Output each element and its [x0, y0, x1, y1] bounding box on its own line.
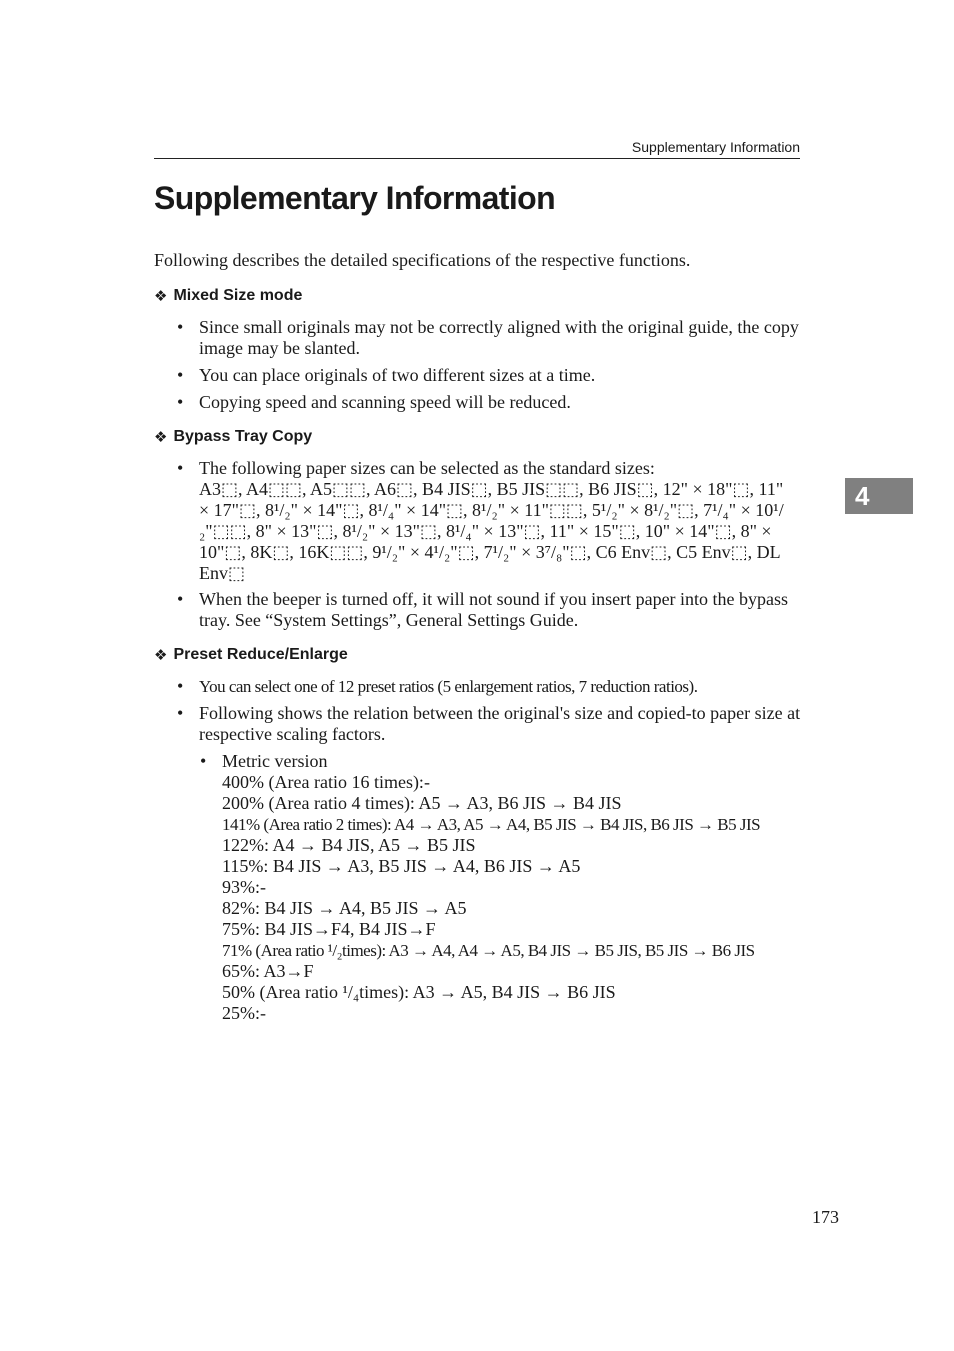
ratio-line: 141% (Area ratio 2 times): A4 → A3, A5 → A4, B5 JIS → B4 JIS, B6 JIS → B5 JIS [222, 815, 761, 834]
section-heading-bypass-tray [154, 428, 312, 446]
ratio-line: 65%: A3→F [222, 961, 314, 981]
ratio-line: 122%: A4 → B4 JIS, A5 → B5 JIS [222, 835, 476, 855]
bullet-dot: • [177, 365, 184, 385]
list-item: Following shows the relation between the original's size and copied-to paper size at respective scaling factors. [199, 703, 801, 744]
ratio-line: 25%:- [222, 1003, 266, 1023]
list-item: Since small originals may not be correctly aligned with the original guide, the copy image may be slanted. [199, 317, 799, 358]
paper-sizes-intro: The following paper sizes can be selected as the standard sizes: [199, 458, 655, 478]
section-heading-mixed-size [154, 287, 302, 305]
ratio-line: 82%: B4 JIS → A4, B5 JIS → A5 [222, 898, 467, 918]
diamond-bullet-icon: ❖ [154, 288, 168, 305]
section-heading-preset-reduce [154, 646, 348, 664]
chapter-tab: 4 [845, 478, 913, 514]
bullet-dot: • [177, 703, 184, 723]
bullet-dot: • [200, 751, 207, 771]
list-item: Copying speed and scanning speed will be reduced. [199, 392, 571, 412]
bullet-dot: • [177, 317, 184, 337]
page-title: Supplementary Information [154, 180, 556, 216]
page-number: 173 [812, 1207, 839, 1227]
ratio-line: 400% (Area ratio 16 times):- [222, 772, 430, 792]
list-item: When the beeper is turned off, it will not sound if you insert paper into the bypass tray. See “System Settings”, General Settings Guide. [199, 589, 789, 630]
ratio-line: 71% (Area ratio ¹/₂times): A3 → A4, A4 → A5, B4 JIS → B5 JIS, B5 JIS → B6 JIS [222, 941, 755, 960]
diamond-bullet-icon: ❖ [154, 429, 168, 446]
list-item: You can place originals of two different sizes at a time. [199, 365, 596, 385]
ratio-line: 200% (Area ratio 4 times): A5 → A3, B6 JIS → B4 JIS [222, 793, 622, 813]
section-heading-label: Mixed Size mode [173, 287, 303, 304]
list-item: You can select one of 12 preset ratios (5 enlargement ratios, 7 reduction ratios). [199, 677, 698, 696]
list-item [199, 458, 801, 584]
header-rule [154, 158, 800, 159]
paper-sizes-list: A3⬚, A4⬚⬚, A5⬚⬚, A6⬚, B4 JIS⬚, B5 JIS⬚⬚, B6 JIS⬚, 12" × 18"⬚, 11" × 17"⬚, 8¹/₂" × 14"⬚, 8¹/₄" × 14"⬚, 8¹/₂" × 11"⬚⬚, 5¹/₂" × 8¹/₂"⬚, 7¹/₄" × 10¹/₂"⬚⬚, 8" × 13"⬚, 8¹/₂" × 13"⬚, 8¹/₄" × 13"⬚, 11" × 15"⬚, 10" × 14"⬚, 8" × 10"⬚, 8K⬚, 16K⬚⬚, 9¹/₂" × 4¹/₂"⬚, 7¹/₂" × 3⁷/₈"⬚, C6 Env⬚, C5 Env⬚, DL Env⬚ [199, 479, 784, 583]
section-heading-label: Bypass Tray Copy [173, 428, 313, 445]
bullet-dot: • [177, 458, 184, 478]
diamond-bullet-icon: ❖ [154, 647, 168, 664]
ratio-line: 93%:- [222, 877, 266, 897]
section-heading-label: Preset Reduce/Enlarge [173, 646, 348, 663]
bullet-dot: • [177, 676, 184, 696]
bullet-dot: • [177, 392, 184, 412]
ratio-line: 75%: B4 JIS→F4, B4 JIS→F [222, 919, 436, 939]
running-header: Supplementary Information [631, 139, 800, 155]
intro-paragraph: Following describes the detailed specifications of the respective functions. [154, 250, 691, 270]
bullet-dot: • [177, 589, 184, 609]
ratio-line: 50% (Area ratio ¹/₄times): A3 → A5, B4 JIS → B6 JIS [222, 982, 616, 1002]
metric-version-label: Metric version [222, 751, 328, 771]
ratio-line: 115%: B4 JIS → A3, B5 JIS → A4, B6 JIS → A5 [222, 856, 581, 876]
